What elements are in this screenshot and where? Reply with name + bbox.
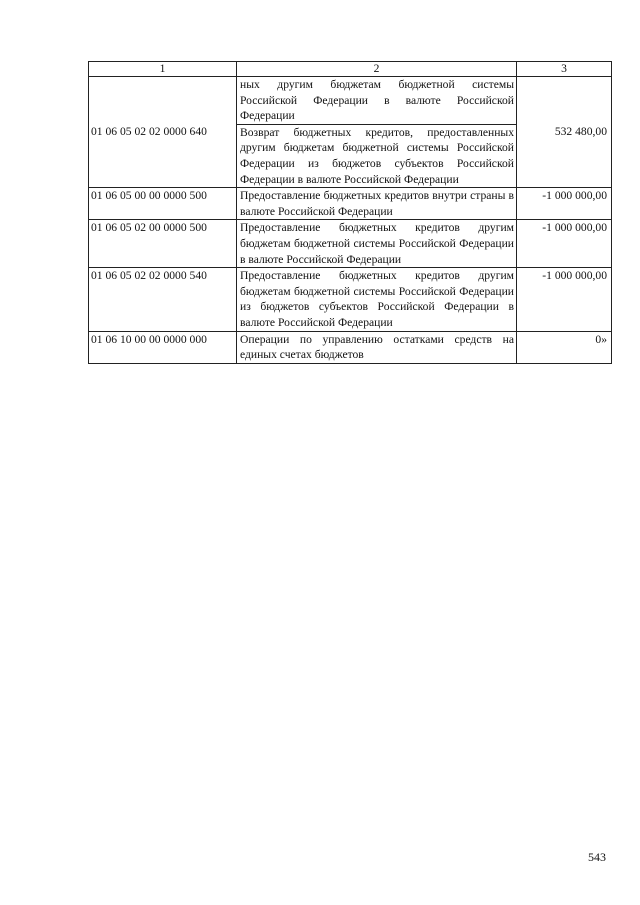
row-description: ных другим бюджетам бюджетной системы Российской Федерации в валюте Российской Федерации (237, 77, 517, 125)
row-description: Возврат бюджетных кредитов, предоставленных другим бюджетам бюджетной системы Российской Федерации из бюджетов субъектов Российской Федерации в валюте Российской Федерации (237, 124, 517, 187)
column-header-3: 3 (517, 62, 612, 77)
row-amount: 532 480,00 (517, 124, 612, 187)
table-header-row (89, 62, 612, 77)
budget-code: 01 06 05 02 02 0000 540 (89, 268, 237, 331)
row-description: Предоставление бюджетных кредитов другим бюджетам бюджетной системы Российской Федерации из бюджетов субъектов Российской Федерации в валюте Российской Федерации (237, 268, 517, 331)
table-row (89, 188, 612, 220)
budget-code: 01 06 10 00 00 0000 000 (89, 331, 237, 363)
table-row (89, 220, 612, 268)
row-description: Операции по управлению остатками средств на единых счетах бюджетов (237, 331, 517, 363)
table-row (89, 331, 612, 363)
row-amount (517, 77, 612, 125)
row-amount: -1 000 000,00 (517, 188, 612, 220)
budget-code: 01 06 05 00 00 0000 500 (89, 188, 237, 220)
budget-sources-table (88, 61, 612, 364)
budget-code: 01 06 05 02 00 0000 500 (89, 220, 237, 268)
row-amount: -1 000 000,00 (517, 220, 612, 268)
column-header-1: 1 (89, 62, 237, 77)
row-amount: -1 000 000,00 (517, 268, 612, 331)
table-row (89, 124, 612, 187)
table-row (89, 77, 612, 125)
table-row (89, 268, 612, 331)
row-amount: 0» (517, 331, 612, 363)
column-header-2: 2 (237, 62, 517, 77)
budget-code: 01 06 05 02 02 0000 640 (89, 124, 237, 187)
page-number: 543 (588, 850, 606, 864)
row-description: Предоставление бюджетных кредитов другим бюджетам бюджетной системы Российской Федерации в валюте Российской Федерации (237, 220, 517, 268)
budget-code (89, 77, 237, 125)
row-description: Предоставление бюджетных кредитов внутри страны в валюте Российской Федерации (237, 188, 517, 220)
